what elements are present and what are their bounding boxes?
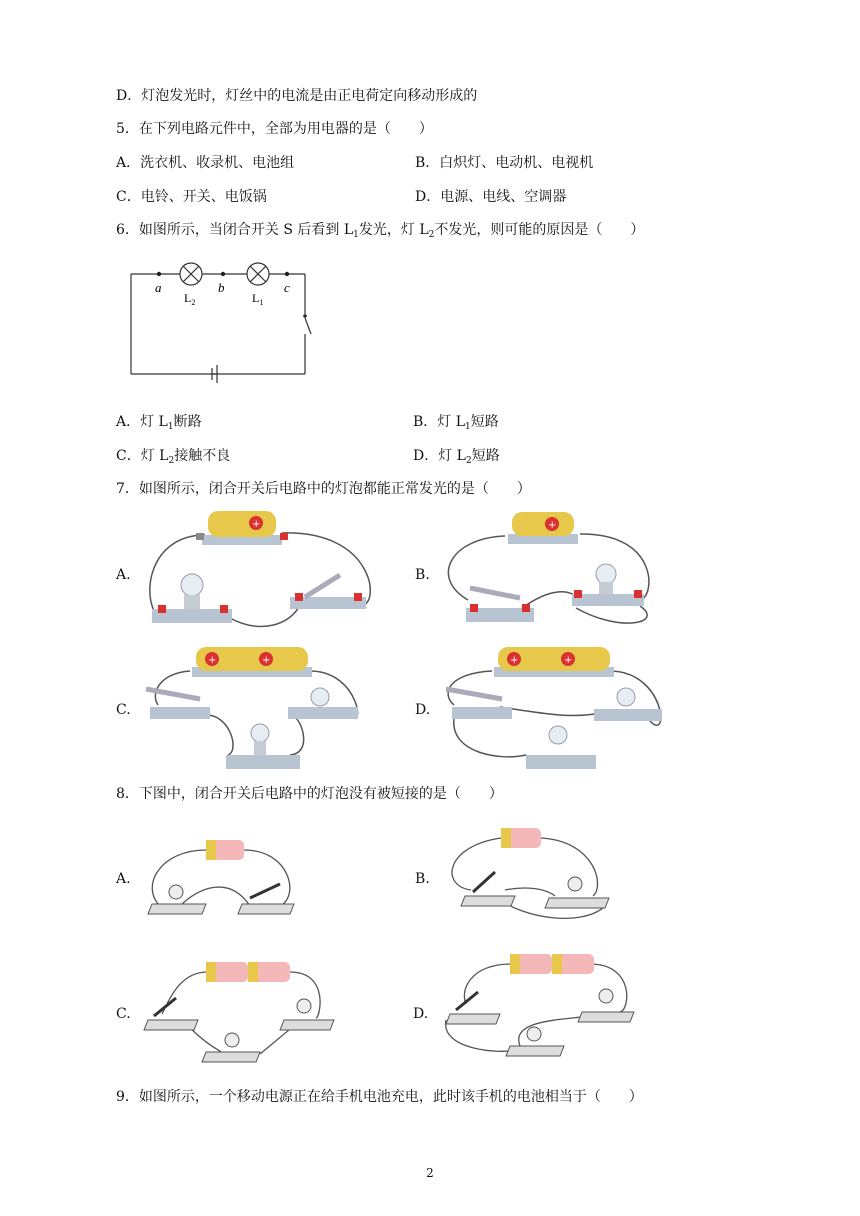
- q6-option-d: D．灯 $L_2$短路: [413, 448, 500, 466]
- svg-text:+: +: [252, 519, 261, 530]
- q8-label-b: B.: [415, 871, 430, 887]
- q8-circuit-c-image: [140, 958, 340, 1068]
- page-number: 2: [426, 1166, 434, 1180]
- q8-circuit-d-image: [440, 950, 640, 1065]
- q7-label-c: C.: [116, 702, 131, 718]
- q8-circuit-a-image: [140, 836, 300, 921]
- q9-stem: 9．如图所示，一个移动电源正在给手机电池充电，此时该手机的电池相当于（ ）: [116, 1089, 643, 1105]
- point-c-label: c: [284, 280, 290, 295]
- q5-option-a: A．洗衣机、收录机、电池组: [116, 155, 295, 171]
- q5-option-b: B．白炽灯、电动机、电视机: [415, 155, 594, 171]
- q6-circuit-diagram: [125, 262, 315, 386]
- q6-option-c: C．灯 $L_2$接触不良: [116, 448, 231, 466]
- q7-circuit-b-image: [440, 508, 670, 633]
- point-b-label: b: [218, 280, 225, 295]
- q4-option-d: D．灯泡发光时，灯丝中的电流是由正电荷定向移动形成的: [116, 88, 478, 104]
- q7-label-b: B.: [415, 567, 430, 583]
- q7-circuit-c-image: [140, 643, 370, 773]
- svg-text:L2: $L_2$: [184, 291, 196, 307]
- svg-text:+: +: [510, 655, 519, 666]
- svg-text:+: +: [208, 655, 217, 666]
- q7-stem: 7．如图所示，闭合开关后电路中的灯泡都能正常发光的是（ ）: [116, 481, 531, 497]
- q8-label-a: A.: [116, 871, 131, 887]
- q5-stem: 5．在下列电路元件中，全部为用电器的是（ ）: [116, 121, 433, 137]
- q6-option-b: B．灯 $L_1$短路: [413, 414, 499, 432]
- q7-circuit-a-image: [140, 505, 380, 635]
- svg-text:+: +: [262, 655, 271, 666]
- q7-label-a: A.: [116, 567, 131, 583]
- q8-circuit-b-image: [445, 826, 615, 926]
- point-a-label: a: [155, 280, 162, 295]
- q8-stem: 8．下图中，闭合开关后电路中的灯泡没有被短接的是（ ）: [116, 786, 503, 802]
- svg-text:+: +: [548, 520, 557, 531]
- q8-label-c: C.: [116, 1006, 131, 1022]
- q7-label-d: D.: [415, 702, 431, 718]
- q7-circuit-d-image: [440, 643, 670, 773]
- svg-text:L1: $L_1$: [252, 291, 264, 307]
- q6-option-a: A．灯 $L_1$断路: [116, 414, 202, 432]
- q6-stem: 6．如图所示，当闭合开关 S 后看到 $L_1$发光，灯 $L_2$不发光，则可能的原因是（ ）: [116, 222, 645, 240]
- q8-label-d: D.: [413, 1006, 429, 1022]
- q5-option-d: D．电源、电线、空调器: [415, 189, 567, 205]
- q5-option-c: C．电铃、开关、电饭锅: [116, 189, 267, 205]
- svg-text:+: +: [564, 655, 573, 666]
